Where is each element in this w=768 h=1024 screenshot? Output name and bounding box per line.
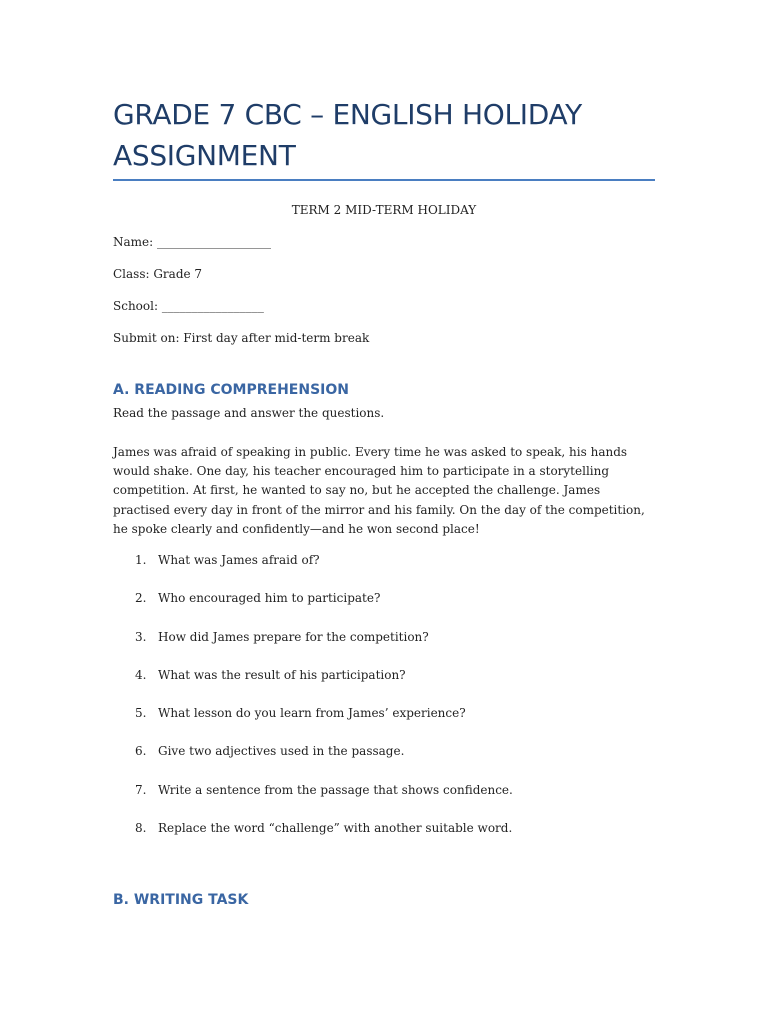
question-text: Give two adjectives used in the passage.: [158, 744, 405, 759]
question-text: What lesson do you learn from James’ experience?: [158, 706, 466, 721]
class-field: Class: Grade 7: [113, 267, 203, 281]
question-text: Write a sentence from the passage that shows confidence.: [158, 782, 513, 797]
question-item: [113, 820, 655, 858]
question-number: 7.: [135, 782, 147, 797]
question-item: [113, 743, 655, 781]
question-number: 5.: [135, 706, 147, 721]
question-text: What was the result of his participation?: [158, 667, 406, 682]
question-text: What was James afraid of?: [158, 553, 320, 567]
reading-passage: James was afraid of speaking in public. Every time he was asked to speak, his hands would shake. One day, his teacher encouraged him to participate in a storytelling competition. At first, he wanted to say no, but he accepted the challenge. James practised every day in front of the mirror and his family. On the day of the competition, he spoke clearly and confidently—and he won second place!: [113, 445, 645, 536]
question-item: [113, 552, 655, 590]
question-item: [113, 629, 655, 667]
question-item: [113, 782, 655, 820]
question-number: 3.: [135, 629, 147, 644]
question-item: [113, 667, 655, 705]
section-a-instruction: Read the passage and answer the questions.: [113, 406, 385, 420]
submit-field: Submit on: First day after mid-term break: [113, 331, 370, 345]
question-number: 4.: [135, 667, 147, 682]
question-text: Who encouraged him to participate?: [158, 591, 381, 606]
school-field: School: _________________: [113, 299, 264, 313]
question-number: 8.: [135, 821, 147, 836]
question-number: 1.: [135, 553, 147, 567]
question-item: [113, 590, 655, 628]
question-text: Replace the word “challenge” with another suitable word.: [158, 821, 513, 836]
question-item: [113, 705, 655, 743]
question-number: 2.: [135, 591, 147, 606]
document-title: GRADE 7 CBC – ENGLISH HOLIDAY ASSIGNMENT: [113, 98, 582, 172]
question-text: How did James prepare for the competition?: [158, 629, 429, 644]
section-b-heading: B. WRITING TASK: [113, 892, 249, 908]
question-number: 6.: [135, 744, 147, 759]
document-subtitle: TERM 2 MID-TERM HOLIDAY: [291, 203, 477, 217]
name-field: Name: ___________________: [113, 235, 271, 249]
question-list: [113, 552, 655, 858]
section-a-heading: A. READING COMPREHENSION: [113, 382, 349, 398]
title-underline: [113, 179, 655, 181]
